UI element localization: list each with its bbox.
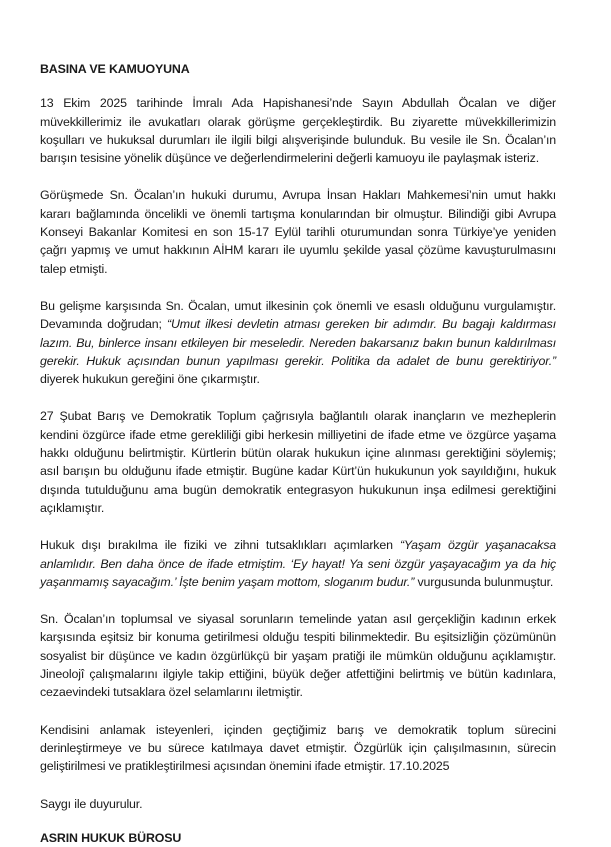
paragraph-text: 13 Ekim 2025 tarihinde İmralı Ada Hapishanesi’nde Sayın Abdullah Öcalan ve diğer müvekkillerimiz ile avukatları olarak görüşme gerçekleştirdik. Bu ziyarette müvekkillerimizin koşulları ve hukuksal durumları ile ilgili bilgi alışverişinde bulunduk. Bu vesile ile Sn. Öcalan’ın barışın tesisine yönelik düşünce ve değerlendirmelerini değerli kamuoyu ile paylaşmak isteriz. xyxy=(40,96,556,166)
closing-line: Saygı ile duyurulur. xyxy=(40,796,143,811)
paragraph-peace-call xyxy=(40,407,556,517)
paragraph-text: Sn. Öcalan’ın toplumsal ve siyasal sorunların temelinde yatan asıl gerçekliğin kadının erkek karşısında eşitsiz bir konuma getirilmesi olduğu tespiti bilinmektedir. Bu eşitsizliğin çözümünün sosyalist bir düşünce ve kadın özgürlükçü bir yaşam pratiği ile mümkün olduğunu açıklamıştır. Jineolojî çalışmalarını ilgiyle takip ettiğini, büyük değer atfettiğini belirtmiş ve bütün kadınlara, cezaevindeki tutsaklara özel selamlarını iletmiştir. xyxy=(40,612,556,700)
paragraph-legal-status xyxy=(40,186,556,277)
paragraph-text: Kendisini anlamak isteyenleri, içinden geçtiğimiz barış ve demokratik toplum sürecini derinleştirmeye ve bu sürece katılmaya davet etmiştir. Özgürlük için çalışılmasının, sürecin geliştirilmesi ve pratikleştirilmesi açısından önemini ifade etmiştir. 17.10.2025 xyxy=(40,722,556,774)
paragraph-text: 27 Şubat Barış ve Demokratik Toplum çağrısıyla bağlantılı olarak inançların ve mezheplerin kendini özgürce ifade etme gerekliliği gibi herkesin milliyetini de ifade etme ve özgürce yaşama hakkı olduğunu belirtmiştir. Kürtlerin bütün olarak hukukun içine alınması gerektiğini söylemiş; asıl barışın bu olduğunu ifade etmiştir. Bugüne kadar Kürt’ün hukukunun yok sayıldığını, hukuk dışında tutulduğunu ama bugün demokratik entegrasyon hukukunun inşa edilmesi gerektiğini açıklamıştır. xyxy=(40,409,556,515)
paragraph-women xyxy=(40,610,556,701)
paragraph-visit xyxy=(40,94,556,167)
paragraph-text: Görüşmede Sn. Öcalan’ın hukuki durumu, Avrupa İnsan Hakları Mahkemesi’nin umut hakkı kararı bağlamında öncelikli ve önemli tartışma konularından bir olmuştur. Bilindiği gibi Avrupa Konseyi Bakanlar Komitesi en son 15-17 Eylül tarihli oturumundan sonra Türkiye’ye yeniden çağrı yapmış ve umut hakkının AİHM kararı ile uyumlu şekilde yasal çözüme kavuşturulmasını talep etmişti. xyxy=(40,188,556,276)
quote-text: “Yaşam özgür yaşanacaksa anlamlıdır. Ben daha önce de ifade etmiştim. ‘Ey hayat! Ya seni özgür yaşayacağım ya da hiç yaşanmamış sayacağım.’ İşte benim yaşam mottom, sloganım budur.” xyxy=(40,538,556,589)
paragraph-invitation xyxy=(40,721,556,776)
signature: ASRIN HUKUK BÜROSU xyxy=(40,830,182,845)
quote-text: “Umut ilkesi devletin atması gereken bir adımdır. Bu bagajı kaldırması lazım. Bu, binlerce insanı etkileyen bir meseledir. Nereden bakarsanız bakın bunun kaldırılması gerekir. Hukuk açısından bunun yapılması gerekir. Politika da adalet de bunu gerektiriyor.” xyxy=(40,317,556,368)
paragraph-text: Bu gelişme karşısında Sn. Öcalan, umut ilkesinin çok önemli ve esaslı olduğunu vurgulamıştır. Devamında doğrudan; xyxy=(40,298,556,332)
press-statement-document xyxy=(40,60,556,847)
paragraph-hope-principle xyxy=(40,297,556,388)
document-heading: BASINA VE KAMUOYUNA xyxy=(40,62,190,76)
paragraph-text: vurgusunda bulunmuştur. xyxy=(414,574,554,589)
paragraph-free-life xyxy=(40,536,556,591)
paragraph-text: Hukuk dışı bırakılma ile fiziki ve zihni tutsaklıkları açımlarken xyxy=(40,538,400,553)
paragraph-text: diyerek hukukun gereğini öne çıkarmıştır. xyxy=(40,372,260,387)
